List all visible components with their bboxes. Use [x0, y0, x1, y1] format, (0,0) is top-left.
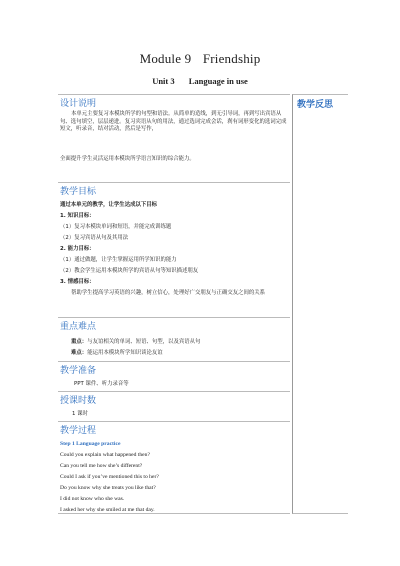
unit-number: Unit 3: [152, 76, 175, 86]
difficulty-label: 难点：: [71, 350, 88, 356]
objectives-section: [58, 182, 290, 318]
practice-line: Do you know why she treats you like that?: [60, 485, 156, 491]
key-text: 与友谊相关的单词、短语、句型，以及宾语从句: [87, 339, 201, 345]
unit-title: Language in use: [188, 76, 248, 86]
objectives-heading: 教学目标: [60, 187, 97, 197]
key-points-section: [58, 317, 290, 362]
design-paragraph-2: 全面提升学生灵活运用本模块所学语言知识的综合能力。: [60, 156, 195, 162]
ability-item-2: （2）教会学生运用本模块所学的宾语从句等知识描述朋友: [60, 268, 199, 274]
key-point-row: [71, 339, 286, 347]
module-title: Friendship: [202, 51, 261, 66]
hours-heading: 授课时数: [60, 396, 97, 406]
process-section: [58, 421, 290, 512]
module-number: Module 9: [139, 51, 192, 66]
design-section: [58, 94, 290, 183]
practice-line: Could I ask if you’ve mentioned this to her?: [60, 474, 159, 480]
step-title: Step 1 Language practice: [60, 441, 121, 447]
difficulty-row: [71, 350, 286, 358]
knowledge-item-2: （2）复习宾语从句及其用法: [60, 235, 129, 241]
difficulty-text: 能运用本模块所学知识谈论友谊: [87, 350, 163, 356]
preparation-text: PPT 课件、听力录音等: [74, 381, 129, 387]
knowledge-item-1: （1）复习本模块单词和短语，并能完成训练题: [60, 224, 172, 230]
hours-section: [58, 391, 290, 422]
hours-text: 1 课时: [72, 411, 88, 417]
knowledge-title: 1. 知识目标：: [60, 213, 95, 219]
design-paragraph: 本单元主要复习本模块所学的句型和语法。从简单的造线，到无引导词，再到写出宾语从句、选句填空，层层递进。复习宾语从句的用法，通过选词完成会话，刹有词形变化的选词完成短文，听录音，结对活动，然后是写作，: [60, 111, 287, 133]
practice-line: Could you explain what happened then?: [60, 452, 150, 458]
process-heading: 教学过程: [60, 426, 97, 436]
preparation-section: [58, 361, 290, 392]
ability-title: 2. 能力目标：: [60, 246, 95, 252]
reflection-column: [292, 94, 348, 514]
key-points-heading: 重点难点: [60, 322, 97, 332]
practice-line: I did not know who she was.: [60, 496, 125, 502]
design-heading: 设计说明: [60, 99, 97, 109]
reflection-heading: 教学反思: [297, 100, 334, 110]
ability-item-1: （1）通过做题，让学生掌握运用所学知识的能力: [60, 257, 177, 263]
preparation-heading: 教学准备: [60, 366, 97, 376]
page-title: [0, 51, 400, 67]
practice-line: Can you tell me how she’s different?: [60, 463, 143, 469]
practice-line: I asked her why she smiled at me that day.: [60, 507, 155, 513]
emotion-item: 帮助学生提高学习英语的兴趣，树立信心，处理好广交朋友与正确交友之间的关系: [71, 290, 266, 296]
key-label: 重点：: [71, 339, 88, 345]
emotion-title: 3. 情感目标：: [60, 279, 95, 285]
objectives-intro: 通过本单元的教学，让学生达成以下目标: [60, 202, 158, 208]
unit-subtitle: [0, 76, 400, 86]
